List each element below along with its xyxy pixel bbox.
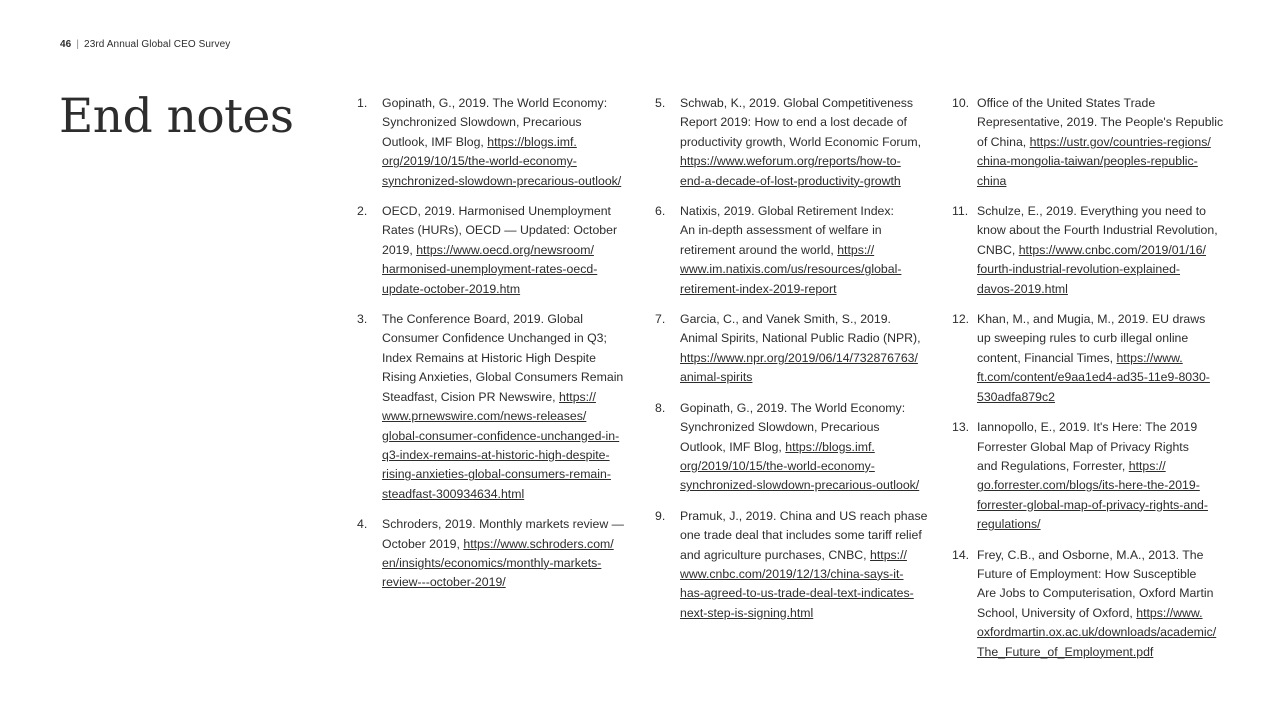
end-note-link[interactable]: https:// — [837, 242, 875, 257]
end-note-text: Schroders, 2019. Monthly markets review — — [382, 517, 624, 532]
end-note-link[interactable]: fourth-industrial-revolution-explained- — [977, 262, 1181, 277]
end-note-text: productivity growth, World Economic Forum, — [680, 134, 922, 149]
end-note-text: CNBC, — [977, 242, 1019, 257]
end-note-number: 6. — [655, 204, 666, 219]
end-note-link[interactable]: davos-2019.html — [977, 281, 1068, 296]
end-note-number: 13. — [952, 420, 970, 435]
end-note-link[interactable]: review---october-2019/ — [382, 575, 506, 590]
end-note-number: 8. — [655, 400, 666, 415]
end-note-link[interactable]: www.cnbc.com/2019/12/13/china-says-it- — [680, 566, 904, 581]
end-note-text: Are Jobs to Computerisation, Oxford Martin — [977, 586, 1214, 601]
end-note — [655, 310, 930, 388]
end-note — [952, 94, 1227, 191]
end-note-text: Report 2019: How to end a lost decade of — [680, 115, 907, 130]
end-note-text: October 2019, — [382, 536, 464, 551]
header-separator: | — [76, 39, 80, 50]
end-note-link[interactable]: synchronized-slowdown-precarious-outlook/ — [680, 478, 920, 493]
end-note-text: content, Financial Times, — [977, 350, 1117, 365]
end-note-link[interactable]: retirement-index-2019-report — [680, 281, 837, 296]
end-note — [952, 202, 1227, 299]
end-note — [357, 310, 632, 504]
end-note — [952, 310, 1227, 407]
end-note-number: 3. — [357, 312, 368, 327]
end-note-text: and agriculture purchases, CNBC, — [680, 547, 871, 562]
end-note-link[interactable]: has-agreed-to-us-trade-deal-text-indicates- — [680, 586, 914, 601]
page-header — [60, 39, 230, 50]
end-note-text: Frey, C.B., and Osborne, M.A., 2013. The — [977, 547, 1204, 562]
end-note — [655, 507, 930, 623]
end-note-text: An in-depth assessment of welfare in — [680, 223, 882, 238]
end-note-number: 7. — [655, 312, 666, 327]
end-note-number: 14. — [952, 547, 970, 562]
end-note — [655, 399, 930, 496]
end-note-link[interactable]: forrester-global-map-of-privacy-rights-and- — [977, 497, 1208, 512]
end-note-text: Consumer Confidence Unchanged in Q3; — [382, 331, 607, 346]
end-note-text: Synchronized Slowdown, Precarious — [382, 115, 582, 130]
end-note-text: Animal Spirits, National Public Radio (NPR), — [680, 331, 921, 346]
end-note-link[interactable]: animal-spirits — [680, 370, 753, 385]
notes-column-2 — [655, 94, 930, 634]
end-note-text: retirement around the world, — [680, 242, 838, 257]
end-note-link[interactable]: china — [977, 173, 1007, 188]
end-note-number: 5. — [655, 96, 666, 110]
end-note-number: 11. — [952, 204, 969, 219]
end-note-number: 2. — [357, 204, 368, 219]
end-note-text: Gopinath, G., 2019. The World Economy: — [680, 400, 906, 415]
end-note-text: Schwab, K., 2019. Global Competitiveness — [680, 96, 914, 110]
end-note-number: 10. — [952, 96, 970, 110]
end-note-text: Rates (HURs), OECD — Updated: October — [382, 223, 618, 238]
document-title: 23rd Annual Global CEO Survey — [84, 39, 231, 50]
end-note-link[interactable]: https:// — [1128, 458, 1166, 473]
end-note — [952, 546, 1227, 662]
end-note-link[interactable]: www.im.natixis.com/us/resources/global- — [680, 262, 902, 277]
end-note-text: Garcia, C., and Vanek Smith, S., 2019. — [680, 312, 891, 327]
end-note-link[interactable]: https://blogs.imf. — [785, 439, 875, 454]
notes-column-1 — [357, 94, 632, 604]
end-note-link[interactable]: synchronized-slowdown-precarious-outlook/ — [382, 173, 622, 188]
end-note-link[interactable]: https://www. — [1136, 605, 1203, 620]
end-note-link[interactable]: https://www.cnbc.com/2019/01/16/ — [1018, 242, 1206, 257]
end-note-link[interactable]: https://www.oecd.org/newsroom/ — [416, 242, 594, 257]
end-note-link[interactable]: 530adfa879c2 — [977, 389, 1055, 404]
end-note-text: Pramuk, J., 2019. China and US reach phase — [680, 508, 928, 523]
end-note-text: Outlook, IMF Blog, — [382, 134, 488, 149]
end-note-number: 1. — [357, 96, 368, 110]
end-note-link[interactable]: next-step-is-signing.html — [680, 605, 814, 620]
end-note-text: Schulze, E., 2019. Everything you need to — [977, 204, 1207, 219]
end-note-text: Synchronized Slowdown, Precarious — [680, 420, 880, 435]
end-note-text: 2019, — [382, 242, 417, 257]
end-note-text: up sweeping rules to curb illegal online — [977, 331, 1189, 346]
end-note-link[interactable]: org/2019/10/15/the-world-economy- — [382, 154, 577, 169]
end-note-text: of China, — [977, 134, 1030, 149]
end-note-link[interactable]: The_Future_of_Employment.pdf — [977, 644, 1154, 659]
end-note-text: Gopinath, G., 2019. The World Economy: — [382, 96, 608, 110]
end-note-text: Index Remains at Historic High Despite — [382, 350, 596, 365]
end-note-link[interactable]: https:// — [870, 547, 907, 562]
end-note-link[interactable]: go.forrester.com/blogs/its-here-the-2019- — [977, 478, 1200, 493]
end-note-text: Iannopollo, E., 2019. It's Here: The 2019 — [977, 420, 1198, 435]
end-note-text: Natixis, 2019. Global Retirement Index: — [680, 204, 894, 219]
end-note-link[interactable]: china-mongolia-taiwan/peoples-republic- — [977, 154, 1198, 169]
end-note-link[interactable]: https://www. — [1116, 350, 1183, 365]
end-note — [357, 515, 632, 593]
end-note-link[interactable]: steadfast-300934634.html — [382, 486, 525, 501]
end-note-link[interactable]: https://www.schroders.com/ — [463, 536, 614, 551]
end-note-text: Outlook, IMF Blog, — [680, 439, 786, 454]
end-note-link[interactable]: oxfordmartin.ox.ac.uk/downloads/academic/ — [977, 625, 1217, 640]
end-note-link[interactable]: rising-anxieties-global-consumers-remain- — [382, 467, 611, 482]
end-note-text: Rising Anxieties, Global Consumers Remain — [382, 370, 624, 385]
end-note-link[interactable]: en/insights/economics/monthly-markets- — [382, 555, 602, 570]
end-note — [357, 202, 632, 299]
end-note-text: The Conference Board, 2019. Global — [382, 312, 583, 327]
end-note-text: Steadfast, Cision PR Newswire, — [382, 389, 560, 404]
end-note-link[interactable]: www.prnewswire.com/news-releases/ — [382, 409, 587, 424]
page-number: 46 — [60, 39, 72, 50]
notes-column-3 — [952, 94, 1227, 673]
end-note-text: and Regulations, Forrester, — [977, 458, 1129, 473]
end-note-text: Office of the United States Trade — [977, 96, 1156, 110]
end-note-link[interactable]: ft.com/content/e9aa1ed4-ad35-11e9-8030- — [977, 370, 1210, 385]
end-note-link[interactable]: https://ustr.gov/countries-regions/ — [1029, 134, 1211, 149]
end-note-number: 9. — [655, 508, 666, 523]
end-note-link[interactable]: regulations/ — [977, 517, 1041, 532]
end-note-link[interactable]: harmonised-unemployment-rates-oecd- — [382, 262, 598, 277]
end-note-text: one trade deal that includes some tariff relief — [680, 528, 922, 543]
end-note-text: know about the Fourth Industrial Revolution, — [977, 223, 1218, 238]
end-note-link[interactable]: https://www.weforum.org/reports/how-to- — [680, 154, 901, 169]
end-note-link[interactable]: global-consumer-confidence-unchanged-in- — [382, 428, 620, 443]
end-note-text: Future of Employment: How Susceptible — [977, 566, 1197, 581]
end-note-link[interactable]: update-october-2019.htm — [382, 281, 521, 296]
end-note-text: Representative, 2019. The People's Republic — [977, 115, 1224, 130]
page-title: End notes — [59, 89, 294, 144]
end-note-text: Forrester Global Map of Privacy Rights — [977, 439, 1189, 454]
end-note-text: Khan, M., and Mugia, M., 2019. EU draws — [977, 312, 1206, 327]
end-note-link[interactable]: https:// — [559, 389, 596, 404]
end-note-number: 4. — [357, 517, 368, 532]
end-note — [655, 94, 930, 191]
end-note-text: OECD, 2019. Harmonised Unemployment — [382, 204, 611, 219]
end-note-link[interactable]: https://blogs.imf. — [487, 134, 577, 149]
end-note-number: 12. — [952, 312, 970, 327]
end-note-link[interactable]: end-a-decade-of-lost-productivity-growth — [680, 173, 901, 188]
end-note-text: School, University of Oxford, — [977, 605, 1137, 620]
end-note-link[interactable]: org/2019/10/15/the-world-economy- — [680, 458, 875, 473]
end-note — [357, 94, 632, 191]
end-note-link[interactable]: https://www.npr.org/2019/06/14/732876763/ — [680, 350, 918, 365]
end-note — [952, 418, 1227, 534]
end-note — [655, 202, 930, 299]
end-note-link[interactable]: q3-index-remains-at-historic-high-despite- — [382, 447, 610, 462]
